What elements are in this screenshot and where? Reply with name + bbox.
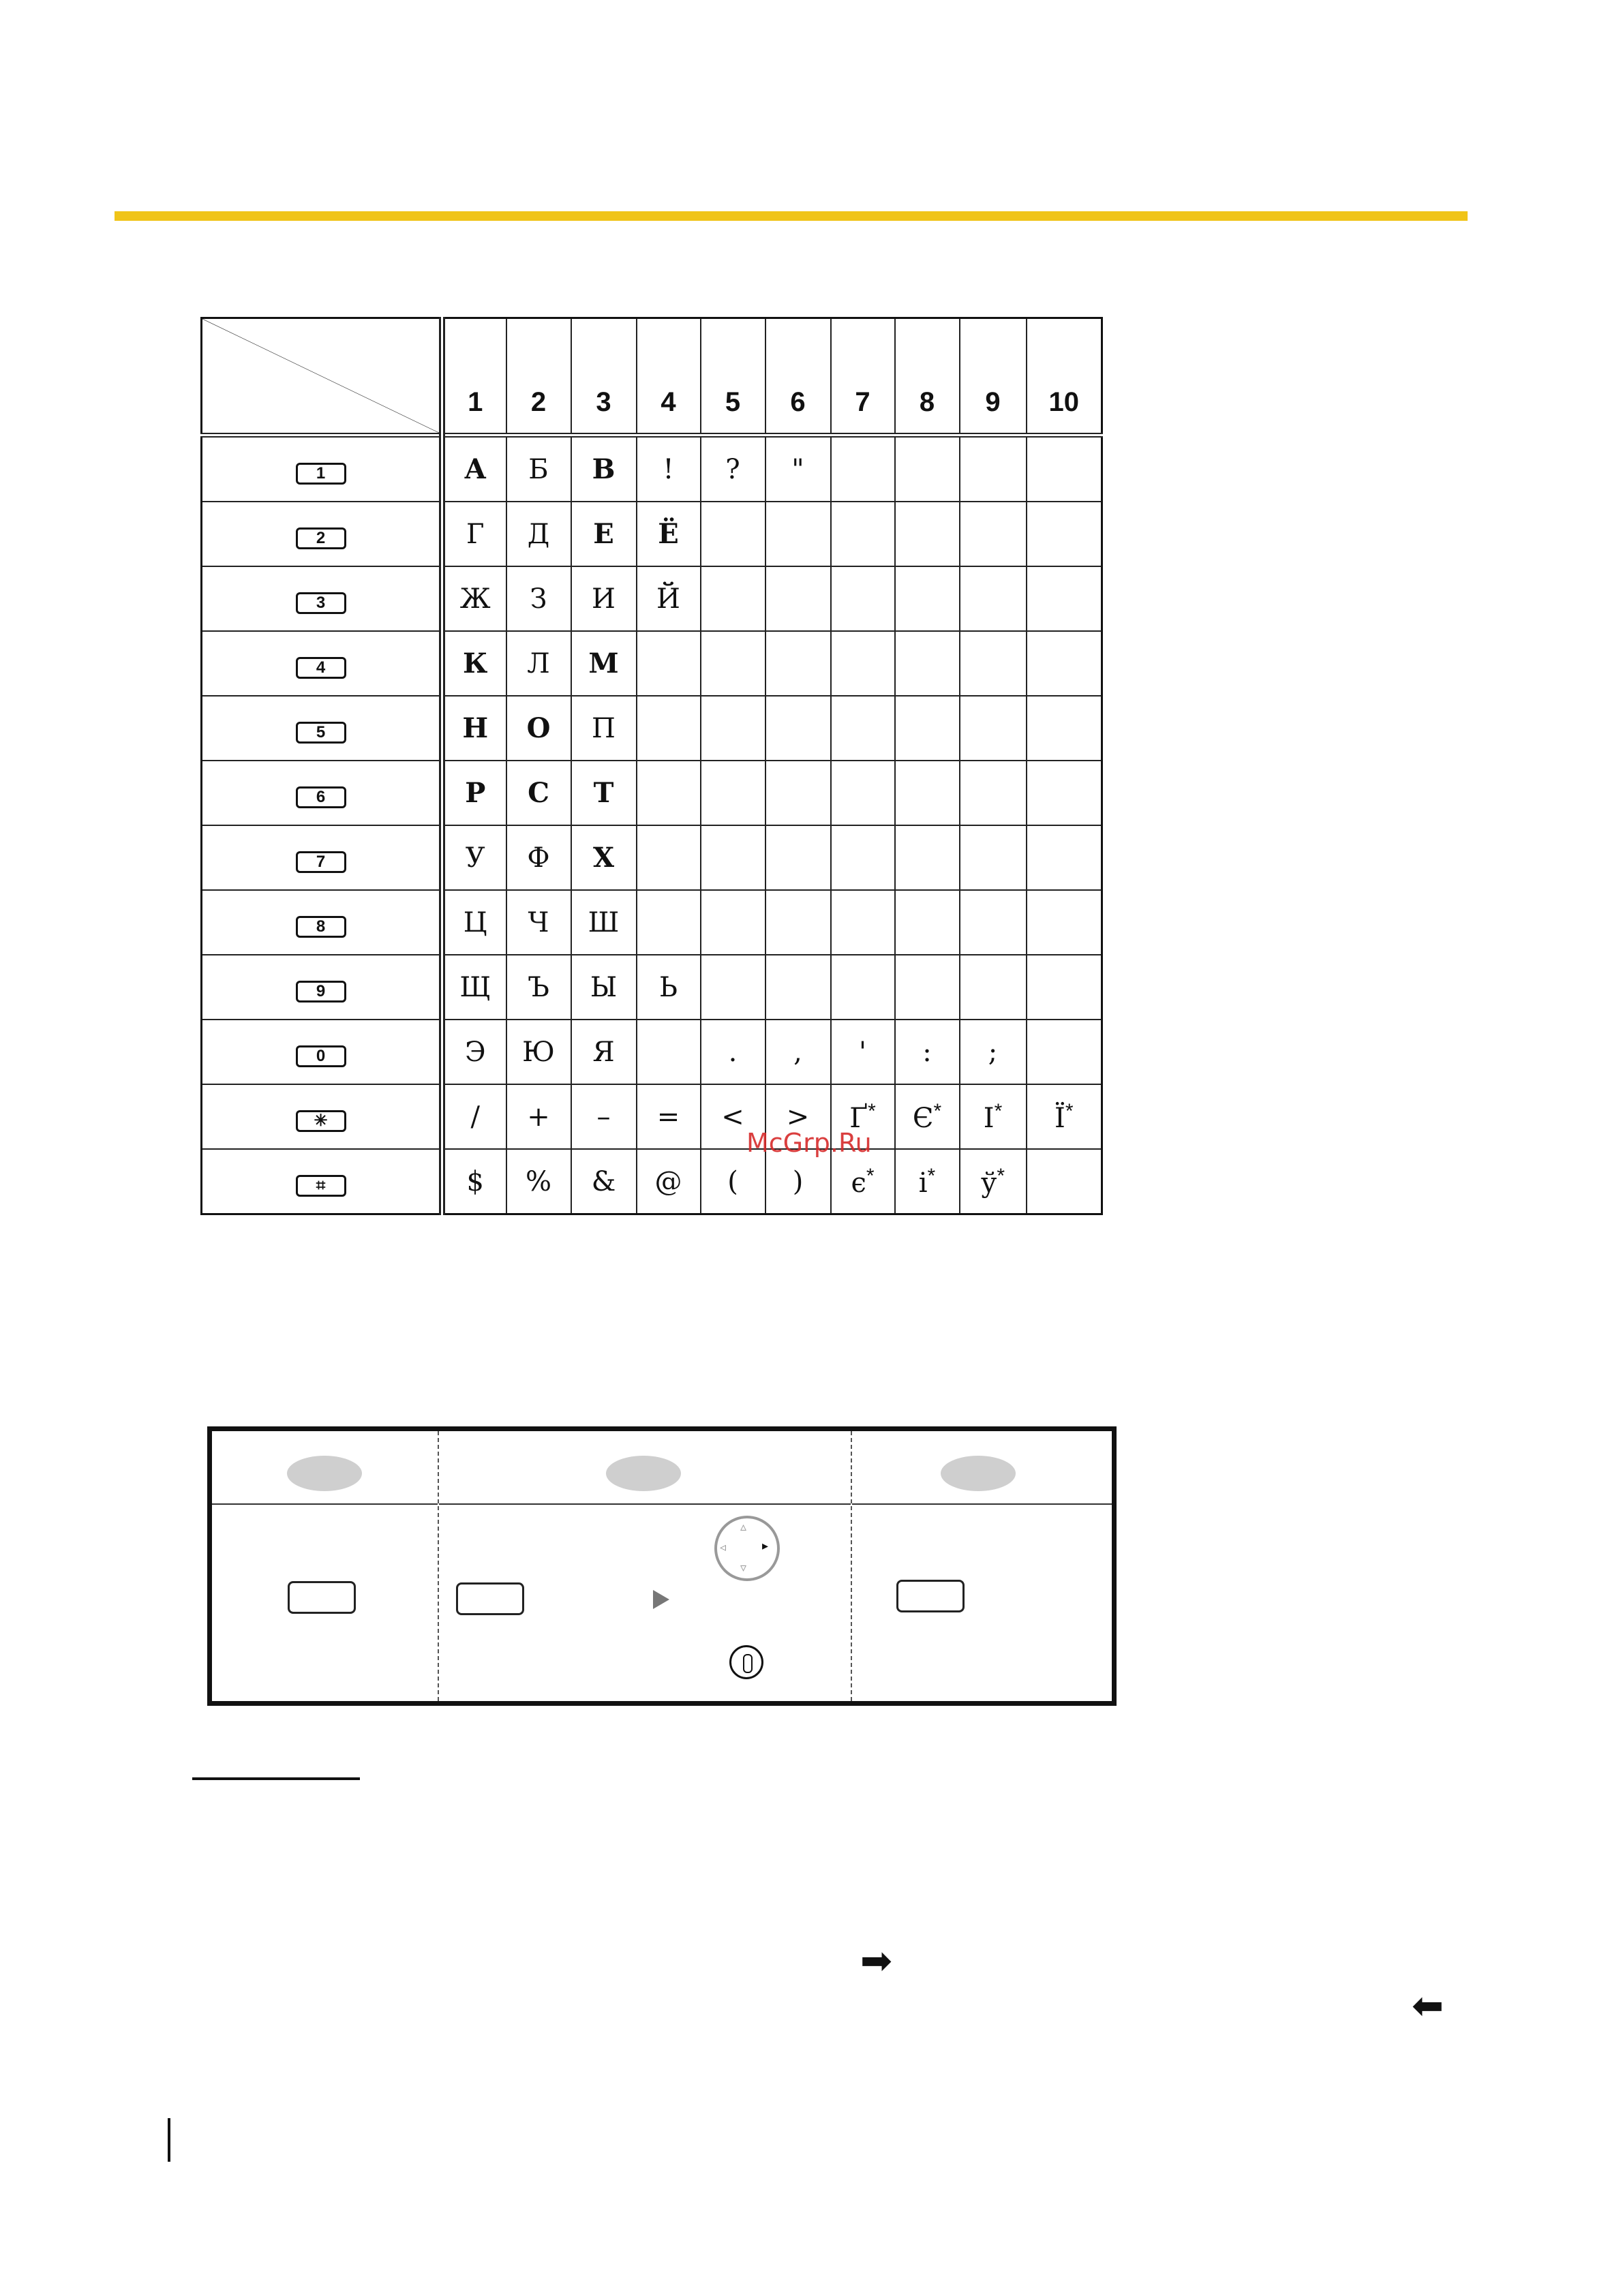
char-text: З (530, 583, 547, 615)
char-text: Ф (527, 842, 550, 874)
char-cell (1027, 1149, 1102, 1214)
char-text: Ь (659, 971, 678, 1003)
char-cell (960, 631, 1027, 696)
char-cell (571, 631, 637, 696)
row-key-cell (202, 1084, 442, 1149)
table-row (202, 1149, 1102, 1214)
char-cell (637, 761, 701, 825)
char-cell (506, 890, 571, 955)
char-cell (831, 696, 895, 761)
char-text: – (596, 1101, 611, 1133)
char-text: Ї (1055, 1102, 1065, 1134)
row-key-cell (202, 1020, 442, 1084)
column-header: 1 (442, 318, 506, 435)
char-text: С (528, 777, 549, 809)
dial-key-icon: ✳ (296, 1110, 346, 1132)
char-cell (571, 566, 637, 631)
section-underline (192, 1777, 360, 1780)
corner-diagonal (202, 319, 439, 433)
char-text: И (592, 583, 616, 615)
procedure-step-1 (212, 1431, 439, 1701)
char-text: А (464, 453, 487, 485)
column-header: 7 (831, 318, 895, 435)
char-note-mark: * (927, 1164, 936, 1187)
char-text: Е (593, 518, 614, 550)
char-cell (442, 1020, 506, 1084)
char-cell (895, 761, 960, 825)
column-header: 5 (701, 318, 765, 435)
table-body (202, 435, 1102, 1214)
char-text: К (463, 647, 488, 679)
char-cell (506, 435, 571, 502)
char-text: Ц (463, 906, 487, 938)
char-text: ) (792, 1165, 804, 1197)
char-cell (1027, 1084, 1102, 1149)
char-text: $ (466, 1165, 484, 1197)
char-cell (442, 1149, 506, 1214)
char-text: Т (593, 777, 614, 809)
char-text: Є (912, 1102, 934, 1134)
char-cell (765, 696, 831, 761)
arrow-right-icon: ➡ (860, 1939, 892, 1983)
char-cell (701, 435, 765, 502)
char-cell (960, 696, 1027, 761)
column-header: 10 (1027, 318, 1102, 435)
char-note-mark: * (1065, 1099, 1074, 1122)
char-text: ! (663, 453, 674, 485)
char-cell (895, 1149, 960, 1214)
dial-key-icon: 3 (296, 592, 346, 614)
table-row (202, 1020, 1102, 1084)
char-note-mark: * (866, 1164, 875, 1187)
row-key-cell (202, 1149, 442, 1214)
char-cell (637, 1020, 701, 1084)
dial-key-icon: 6 (296, 786, 346, 808)
char-cell (701, 696, 765, 761)
char-cell (637, 955, 701, 1020)
char-cell (701, 955, 765, 1020)
char-text: Ю (522, 1036, 555, 1068)
char-note-mark: * (868, 1099, 876, 1122)
char-text: О (526, 712, 551, 744)
char-cell (895, 435, 960, 502)
table-row (202, 566, 1102, 631)
char-cell (571, 1020, 637, 1084)
char-text: Ш (588, 906, 620, 938)
margin-rule (168, 2118, 170, 2162)
char-cell (571, 1084, 637, 1149)
char-cell (831, 435, 895, 502)
nav-down-icon: ▿ (740, 1561, 747, 1575)
char-cell (701, 631, 765, 696)
char-cell (701, 502, 765, 566)
char-cell (571, 696, 637, 761)
char-cell (506, 1149, 571, 1214)
char-cell (506, 1020, 571, 1084)
char-cell (571, 761, 637, 825)
char-cell (571, 825, 637, 890)
char-cell (637, 890, 701, 955)
step-3-header (852, 1431, 1112, 1505)
step-3-oval (941, 1456, 1016, 1491)
char-note-mark: * (997, 1164, 1005, 1187)
procedure-step-2 (439, 1431, 852, 1701)
char-text: В (592, 453, 616, 485)
char-cell (960, 761, 1027, 825)
char-cell (506, 631, 571, 696)
character-table (200, 317, 1103, 1215)
char-text: У (465, 842, 485, 874)
char-cell (442, 955, 506, 1020)
char-cell (831, 566, 895, 631)
step-2-header (439, 1431, 851, 1505)
char-cell (637, 435, 701, 502)
char-cell (1027, 502, 1102, 566)
char-text: < (721, 1101, 744, 1133)
char-text: : (922, 1036, 932, 1068)
char-cell (960, 1084, 1027, 1149)
table-row (202, 435, 1102, 502)
procedure-step-3 (852, 1431, 1112, 1701)
char-cell (765, 1149, 831, 1214)
dial-key-icon: 7 (296, 851, 346, 873)
char-cell (765, 955, 831, 1020)
char-cell (442, 1084, 506, 1149)
char-cell (442, 631, 506, 696)
char-cell (895, 696, 960, 761)
char-cell (506, 825, 571, 890)
char-cell (1027, 566, 1102, 631)
nav-up-icon: ▵ (740, 1520, 747, 1534)
char-cell (506, 502, 571, 566)
char-cell (895, 1084, 960, 1149)
char-cell (442, 502, 506, 566)
char-cell (571, 502, 637, 566)
char-text: , (793, 1036, 802, 1068)
table-row (202, 502, 1102, 566)
dial-key-icon: 9 (296, 981, 346, 1002)
dial-key-icon: 1 (296, 463, 346, 485)
char-cell (831, 502, 895, 566)
char-cell (701, 761, 765, 825)
step-1-header (212, 1431, 438, 1505)
char-cell (637, 566, 701, 631)
char-cell (895, 631, 960, 696)
char-text: є (851, 1167, 866, 1199)
column-header: 9 (960, 318, 1027, 435)
char-cell (895, 502, 960, 566)
char-cell (442, 890, 506, 955)
char-cell (765, 502, 831, 566)
char-note-mark: * (933, 1099, 942, 1122)
char-text: Н (462, 712, 489, 744)
char-cell (701, 1020, 765, 1084)
char-cell (637, 696, 701, 761)
nav-left-icon: ◃ (720, 1540, 727, 1555)
char-text: М (588, 647, 619, 679)
char-cell (701, 566, 765, 631)
char-text: % (525, 1165, 551, 1197)
char-cell (701, 825, 765, 890)
char-cell (960, 502, 1027, 566)
char-text: Ж (459, 583, 491, 615)
step-2-oval (606, 1456, 681, 1491)
step-2-key-button[interactable] (456, 1582, 524, 1615)
char-cell (895, 955, 960, 1020)
char-text: ' (859, 1036, 866, 1068)
column-header: 2 (506, 318, 571, 435)
char-cell (442, 761, 506, 825)
char-cell (960, 1149, 1027, 1214)
table-row (202, 890, 1102, 955)
char-text: Й (656, 583, 680, 615)
header-rule (115, 211, 1468, 221)
char-text: ? (725, 453, 740, 485)
char-cell (765, 1020, 831, 1084)
char-cell (895, 566, 960, 631)
row-key-cell (202, 696, 442, 761)
char-cell (895, 890, 960, 955)
char-cell (831, 825, 895, 890)
dial-key-icon: 2 (296, 527, 346, 549)
char-text: ( (727, 1165, 738, 1197)
char-text: Б (528, 453, 549, 485)
table-row (202, 825, 1102, 890)
char-cell (960, 825, 1027, 890)
char-cell (1027, 955, 1102, 1020)
char-cell (571, 1149, 637, 1214)
char-cell (765, 761, 831, 825)
char-cell (765, 825, 831, 890)
char-cell (571, 435, 637, 502)
char-text: / (470, 1101, 480, 1133)
step-1-oval (287, 1456, 362, 1491)
char-cell (442, 825, 506, 890)
char-cell (960, 566, 1027, 631)
char-cell (960, 1020, 1027, 1084)
char-cell (831, 631, 895, 696)
char-text: Ы (590, 971, 618, 1003)
dial-key-icon: ⌗ (296, 1175, 346, 1197)
char-cell (637, 1084, 701, 1149)
char-cell (506, 761, 571, 825)
char-cell (442, 435, 506, 502)
char-text: = (656, 1101, 680, 1133)
jog-dial-icon[interactable] (729, 1645, 763, 1679)
char-cell (765, 890, 831, 955)
char-cell (701, 1149, 765, 1214)
row-key-cell (202, 955, 442, 1020)
char-cell (571, 955, 637, 1020)
dial-key-icon: 4 (296, 657, 346, 679)
char-cell (442, 696, 506, 761)
column-header: 8 (895, 318, 960, 435)
char-cell (506, 1084, 571, 1149)
column-header: 6 (765, 318, 831, 435)
char-cell (637, 825, 701, 890)
char-cell (506, 566, 571, 631)
table-corner (202, 318, 442, 435)
dial-key-icon: 5 (296, 722, 346, 744)
column-header: 3 (571, 318, 637, 435)
char-text: Ч (528, 906, 549, 938)
char-cell (1027, 890, 1102, 955)
row-key-cell (202, 502, 442, 566)
char-cell (1027, 761, 1102, 825)
char-note-mark: * (994, 1099, 1003, 1122)
step-3-key-button[interactable] (896, 1580, 965, 1612)
char-text: Щ (459, 971, 491, 1003)
char-cell (831, 761, 895, 825)
char-text: Л (527, 647, 550, 679)
table-row (202, 955, 1102, 1020)
char-text: П (592, 712, 616, 744)
char-cell (571, 890, 637, 955)
row-key-cell (202, 435, 442, 502)
watermark: McGrp.Ru (746, 1128, 872, 1158)
char-cell (1027, 435, 1102, 502)
table-row (202, 631, 1102, 696)
row-key-cell (202, 890, 442, 955)
table-row (202, 1084, 1102, 1149)
char-cell (895, 825, 960, 890)
char-cell (506, 696, 571, 761)
char-cell (1027, 1020, 1102, 1084)
char-text: Р (465, 777, 486, 809)
char-cell (895, 1020, 960, 1084)
char-cell (765, 631, 831, 696)
char-text: ў (980, 1167, 997, 1199)
char-cell (1027, 825, 1102, 890)
row-key-cell (202, 825, 442, 890)
char-text: Ъ (528, 971, 549, 1003)
char-cell (765, 435, 831, 502)
char-cell (1027, 696, 1102, 761)
char-text: > (786, 1101, 810, 1133)
step-1-key-button[interactable] (288, 1581, 356, 1614)
char-cell (442, 566, 506, 631)
char-cell (701, 890, 765, 955)
nav-right-icon: ▸ (762, 1539, 769, 1553)
row-key-cell (202, 631, 442, 696)
char-text: Ё (658, 518, 679, 550)
dial-key-icon: 8 (296, 916, 346, 938)
char-cell (1027, 631, 1102, 696)
row-key-cell (202, 566, 442, 631)
char-cell (637, 502, 701, 566)
char-cell (960, 435, 1027, 502)
char-cell (960, 955, 1027, 1020)
char-cell (831, 1149, 895, 1214)
char-cell (637, 631, 701, 696)
dial-key-icon: 0 (296, 1045, 346, 1067)
char-text: " (791, 453, 804, 485)
char-text: & (591, 1165, 616, 1197)
char-text: Э (464, 1036, 486, 1068)
char-cell (831, 955, 895, 1020)
char-text: Я (592, 1036, 615, 1068)
char-cell (637, 1149, 701, 1214)
char-text: Ґ (849, 1102, 868, 1134)
char-cell (960, 890, 1027, 955)
char-text: . (728, 1036, 738, 1068)
char-text: @ (654, 1165, 682, 1197)
table-row (202, 696, 1102, 761)
char-text: Д (527, 518, 550, 550)
arrow-left-icon: ⬅ (1412, 1984, 1444, 2028)
char-cell (506, 955, 571, 1020)
table-row (202, 761, 1102, 825)
row-key-cell (202, 761, 442, 825)
char-text: ; (988, 1036, 998, 1068)
char-text: Х (592, 842, 615, 874)
column-header-row (202, 318, 1102, 435)
column-header: 4 (637, 318, 701, 435)
char-text: і (918, 1167, 928, 1199)
step-2-triangle-icon (653, 1590, 669, 1609)
navigator-key-icon[interactable] (714, 1516, 780, 1581)
char-text: Г (466, 518, 485, 550)
procedure-box (207, 1426, 1117, 1706)
char-cell (831, 1020, 895, 1084)
char-cell (831, 890, 895, 955)
char-cell (765, 566, 831, 631)
char-text: І (983, 1102, 995, 1134)
char-text: + (527, 1101, 550, 1133)
